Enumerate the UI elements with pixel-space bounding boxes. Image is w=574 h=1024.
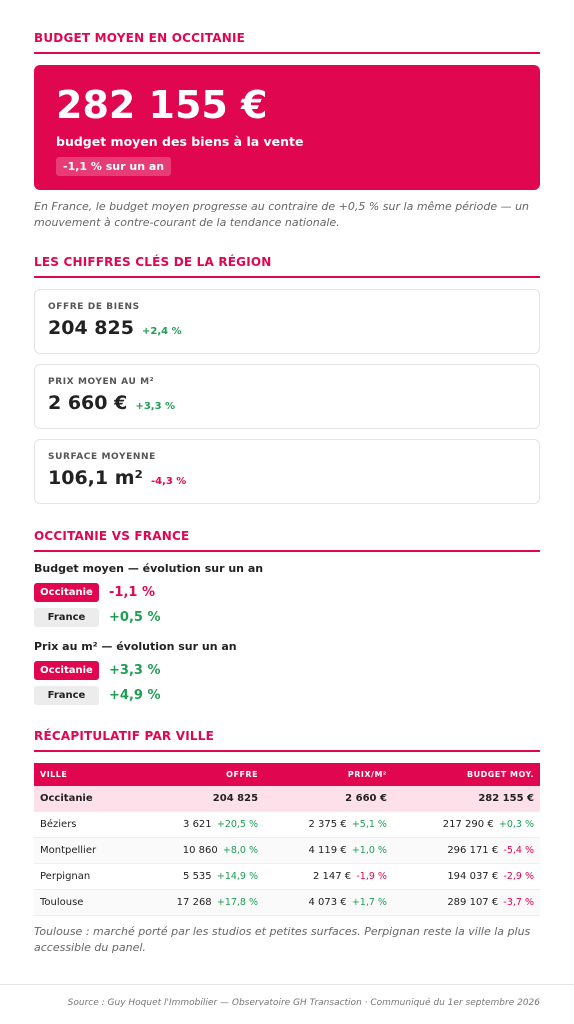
region-tag: Occitanie — [34, 661, 99, 680]
compare-title: Budget moyen — évolution sur un an — [34, 562, 264, 575]
compare-row-occitanie — [34, 581, 540, 603]
cell-prix: 2 660 € — [264, 786, 393, 811]
cell-value: 10 860 — [182, 844, 218, 856]
cell-delta: -2,9 % — [503, 870, 534, 882]
cell-delta: +0,3 % — [498, 818, 534, 830]
cell-prix — [264, 889, 393, 915]
section-budget-header — [34, 31, 540, 54]
compare-value: +4,9 % — [109, 687, 161, 703]
cell-value: 4 119 € — [308, 844, 347, 856]
kpi-value: 106,1 m² — [48, 467, 143, 489]
section-table-header — [34, 729, 540, 752]
cell-offre — [131, 889, 264, 915]
cell-value: 2 375 € — [308, 818, 347, 830]
cell-budget — [393, 811, 540, 837]
section-kpis-header — [34, 255, 540, 278]
cell-offre — [131, 811, 264, 837]
kpi-label: OFFRE DE BIENS — [48, 302, 140, 312]
table-row — [34, 811, 540, 837]
section-title-budget: BUDGET MOYEN EN OCCITANIE — [34, 31, 246, 45]
cell-offre — [131, 837, 264, 863]
footer-source: Source : Guy Hoquet l'Immobilier — Observatoire GH Transaction · Communiqué du 1er septembre 2026 — [67, 998, 540, 1008]
cell-ville: Montpellier — [34, 837, 131, 863]
cell-offre — [131, 863, 264, 889]
hero-value: 282 155 € — [56, 83, 268, 127]
cell-offre: 204 825 — [131, 786, 264, 811]
table-row — [34, 837, 540, 863]
country-tag: France — [34, 686, 99, 705]
compare-value: +0,5 % — [109, 609, 161, 625]
table-note: Toulouse : marché porté par les studios et petites surfaces. Perpignan reste la ville la plus accessible du panel. — [34, 925, 531, 954]
table-row-region — [34, 786, 540, 811]
table-row — [34, 863, 540, 889]
kpi-delta: +2,4 % — [142, 326, 182, 337]
column-header-ville: VILLE — [34, 763, 131, 786]
kpi-value: 2 660 € — [48, 392, 128, 414]
cell-ville: Toulouse — [34, 889, 131, 915]
cell-delta: +5,1 % — [351, 818, 387, 830]
cell-delta: +20,5 % — [216, 818, 259, 830]
compare-title: Prix au m² — évolution sur un an — [34, 640, 237, 653]
cell-budget — [393, 837, 540, 863]
compare-row-occitanie — [34, 659, 540, 681]
cell-ville: Occitanie — [34, 786, 131, 811]
section-title-table: RÉCAPITULATIF PAR VILLE — [34, 729, 214, 743]
cell-value: 194 037 € — [447, 870, 499, 882]
cell-delta: +1,0 % — [351, 844, 387, 856]
kpi-card-surface — [34, 439, 540, 504]
cell-prix — [264, 837, 393, 863]
compare-group-budget — [34, 562, 540, 628]
kpi-delta: +3,3 % — [135, 401, 176, 412]
cell-delta: +14,9 % — [216, 870, 259, 882]
cell-value: 3 621 — [183, 818, 212, 830]
cell-delta: -5,4 % — [503, 844, 534, 856]
table-row — [34, 889, 540, 915]
cell-value: 296 171 € — [447, 844, 499, 856]
cell-value: 17 268 — [176, 896, 212, 908]
cell-delta: +1,7 % — [351, 896, 387, 908]
column-header-offre: OFFRE — [131, 763, 264, 786]
section-compare-header — [34, 529, 540, 552]
section-rule — [34, 750, 540, 752]
column-header-prix: PRIX/M² — [264, 763, 393, 786]
cell-value: 289 107 € — [447, 896, 499, 908]
kpi-card-offre — [34, 289, 540, 354]
kpi-card-prix — [34, 364, 540, 429]
cell-delta: +8,0 % — [222, 844, 259, 856]
cell-ville: Perpignan — [34, 863, 131, 889]
section-title-compare: OCCITANIE VS FRANCE — [34, 529, 190, 543]
kpi-label: PRIX MOYEN AU M² — [48, 377, 155, 387]
cell-budget — [393, 863, 540, 889]
compare-value: +3,3 % — [109, 662, 161, 678]
hero-note: En France, le budget moyen progresse au contraire de +0,5 % sur la même période — un mouvement à contre-courant de la tendance nationale. — [34, 200, 530, 229]
column-header-budget: BUDGET MOY. — [393, 763, 540, 786]
kpi-delta: -4,3 % — [150, 476, 187, 487]
cell-value: 4 073 € — [308, 896, 347, 908]
kpi-label: SURFACE MOYENNE — [48, 452, 156, 462]
cell-value: 2 147 € — [312, 870, 352, 882]
hero-card — [34, 65, 540, 190]
kpi-value: 204 825 — [48, 317, 134, 339]
section-rule — [34, 52, 540, 54]
city-table-wrapper — [34, 763, 540, 916]
table-header-row — [34, 763, 540, 786]
compare-group-prix — [34, 640, 540, 706]
cell-budget: 282 155 € — [393, 786, 540, 811]
compare-row-france — [34, 606, 540, 628]
cell-delta: -3,7 % — [503, 896, 534, 908]
cell-ville: Béziers — [34, 811, 131, 837]
footer-divider — [0, 984, 574, 985]
hero-badge: -1,1 % sur un an — [56, 157, 171, 176]
cell-delta: +17,8 % — [216, 896, 259, 908]
hero-subtitle: budget moyen des biens à la vente — [56, 134, 304, 149]
section-rule — [34, 276, 540, 278]
cell-delta: -1,9 % — [356, 870, 387, 882]
city-table — [34, 763, 540, 916]
region-tag: Occitanie — [34, 583, 99, 602]
section-rule — [34, 550, 540, 552]
cell-prix — [264, 863, 393, 889]
country-tag: France — [34, 608, 99, 627]
cell-value: 217 290 € — [442, 818, 494, 830]
section-title-kpis: LES CHIFFRES CLÉS DE LA RÉGION — [34, 255, 272, 269]
cell-budget — [393, 889, 540, 915]
compare-row-france — [34, 684, 540, 706]
cell-value: 5 535 — [183, 870, 212, 882]
cell-prix — [264, 811, 393, 837]
compare-value: -1,1 % — [109, 584, 155, 600]
